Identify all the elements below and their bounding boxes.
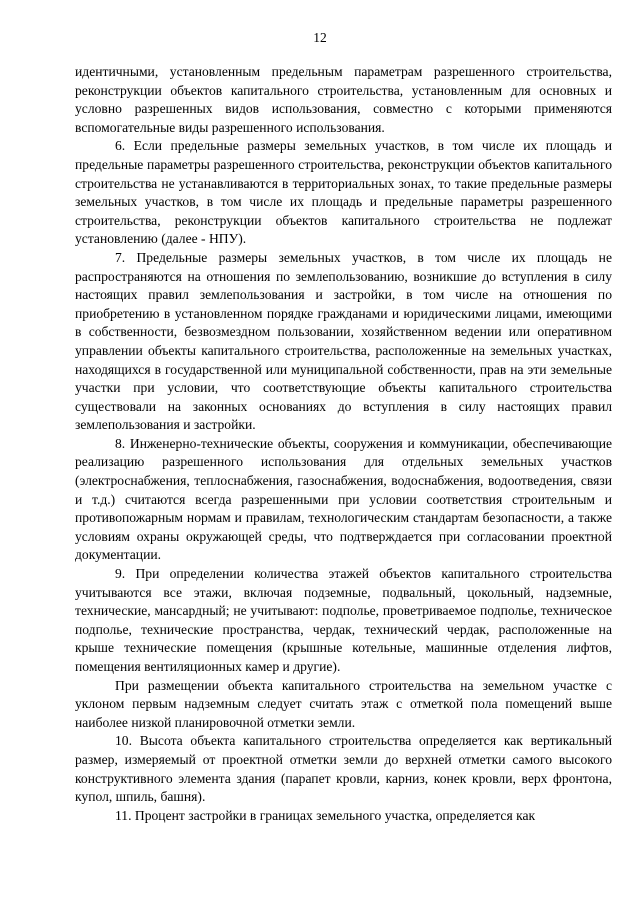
paragraph-6: 6. Если предельные размеры земельных участков, в том числе их площадь и предельные параметры разрешенного строительства, реконструкции объектов капитального строительства не устанавливаются в территориальных зонах, то такие предельные размеры земельных участков, в том числе их площадь и предельные параметры разрешенного строительства, реконструкции объектов капитального строительства не подлежат установлению (далее - НПУ).: [75, 138, 612, 247]
document-body: [75, 63, 612, 825]
paragraph-8: 8. Инженерно-технические объекты, сооружения и коммуникации, обеспечивающие реализацию разрешенного использования для отдельных земельных участков (электроснабжения, теплоснабжения, газоснабжения, водоснабжения, водоотведения, связи и т.д.) считаются всегда разрешенными при условии соответствия строительным и противопожарным нормам и правилам, технологическим стандартам безопасности, а также условиям охраны окружающей среды, что подтверждается при согласовании проектной документации.: [75, 435, 612, 563]
page-number: 12: [313, 30, 327, 45]
paragraph-10: 10. Высота объекта капитального строительства определяется как вертикальный размер, измеряемый от проектной отметки земли до верхней отметки самого высокого конструктивного элемента здания (парапет кровли, карниз, конек кровли, верх фронтона, купол, шпиль, башня).: [75, 733, 612, 805]
paragraph-9-note: При размещении объекта капитального строительства на земельном участке с уклоном первым надземным следует считать этаж с отметкой пола помещений выше наиболее низкой планировочной отметки земли.: [75, 677, 612, 730]
paragraph-7: 7. Предельные размеры земельных участков, в том числе их площадь не распространяются на отношения по землепользованию, возникшие до вступления в силу настоящих правил землепользования и застройки, в том числе на отношения по приобретению в установленном порядке гражданами и юридическими лицами, имеющими в собственности, безвозмездном пользовании, хозяйственном ведении или оперативном управлении объекты капитального строительства, расположенные на земельных участках, находящихся в государственной или муниципальной собственности, прав на эти земельные участки при условии, что соответствующие объекты капитального строительства существовали на законных основаниях до вступления в силу настоящих правил землепользования и застройки.: [75, 249, 612, 433]
paragraph-11: 11. Процент застройки в границах земельного участка, определяется как: [115, 807, 536, 823]
paragraph-continuation: идентичными, установленным предельным параметрам разрешенного строительства, реконструкции объектов капитального строительства, установленным для основных и условно разрешенных видов использования, совместно с которыми применяются вспомогательные виды разрешенного использования.: [75, 64, 612, 135]
paragraph-9: 9. При определении количества этажей объектов капитального строительства учитываются все этажи, включая подземные, подвальный, цокольный, надземные, технические, мансардный; не учитывают: подполье, проветриваемое подполье, техническое подполье, технические пространства, чердак, технический чердак, расположенные на крыше технические помещения (крышные котельные, машинные отделения лифтов, помещения вентиляционных камер и другие).: [75, 566, 612, 674]
